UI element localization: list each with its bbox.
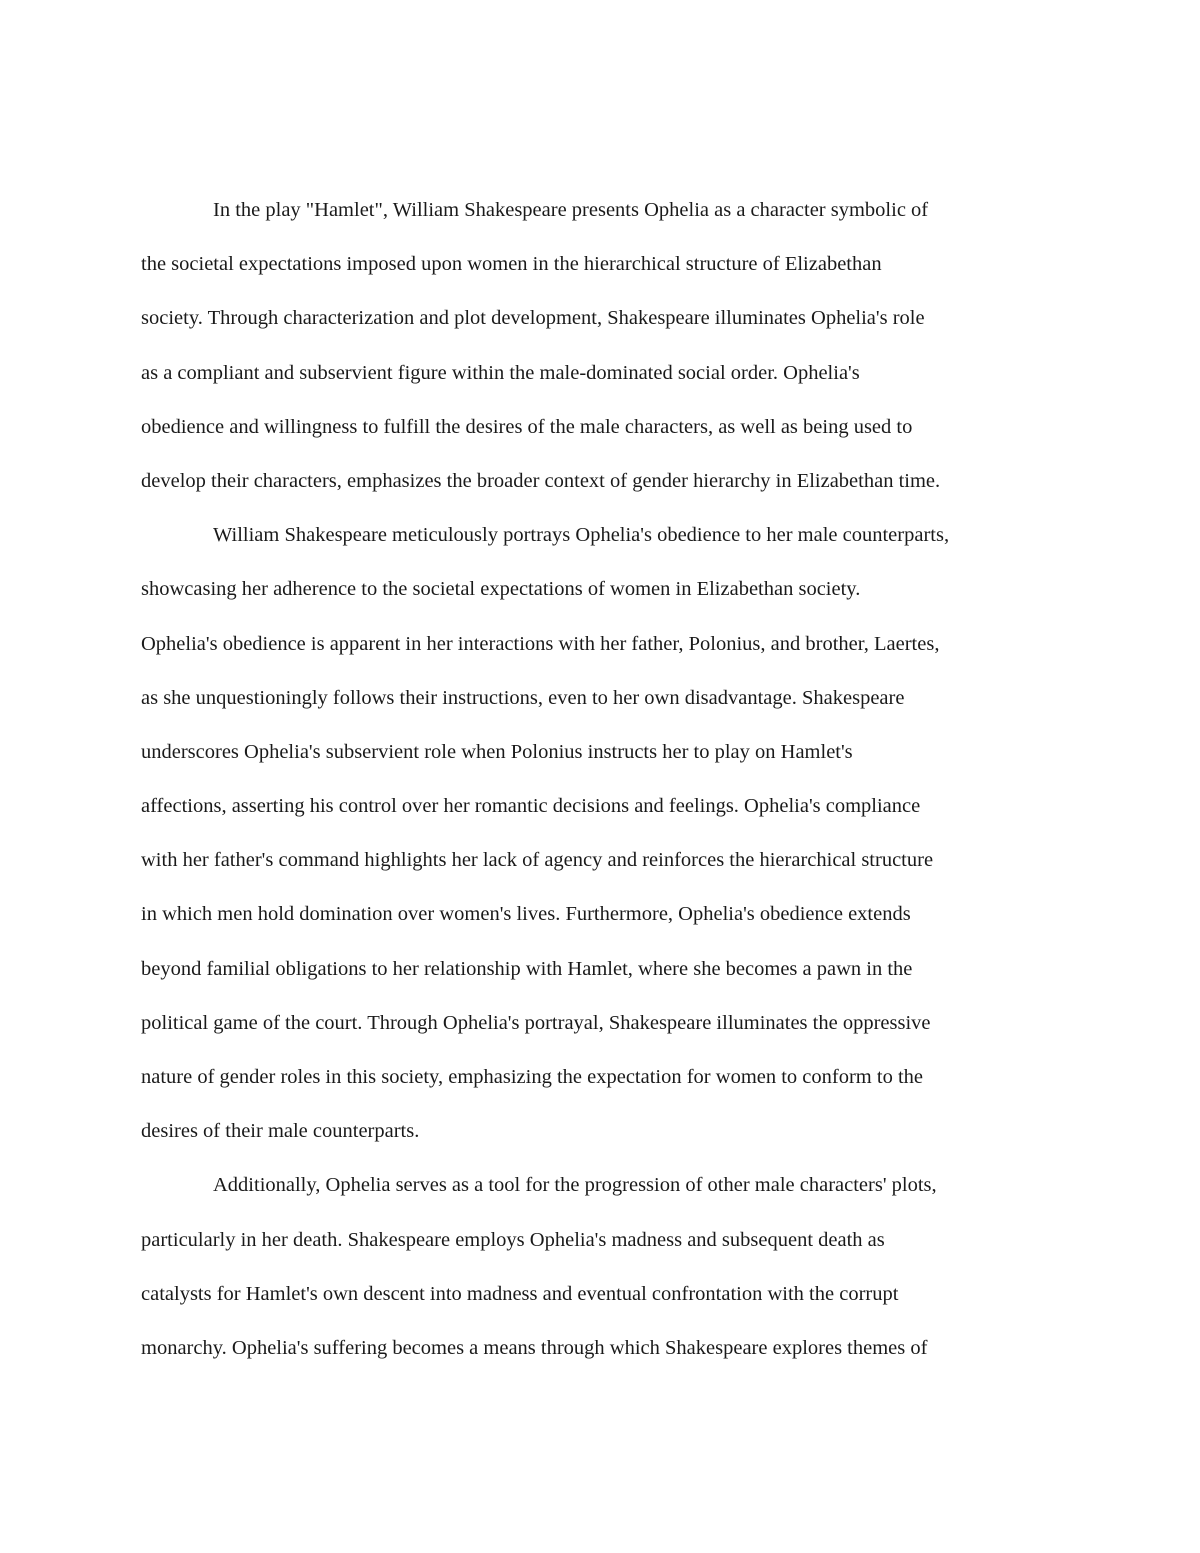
text-line: affections, asserting his control over her romantic decisions and feelings. Ophelia's compliance (141, 795, 921, 818)
text-line: catalysts for Hamlet's own descent into madness and eventual confrontation with the corrupt (141, 1282, 899, 1305)
text-line: the societal expectations imposed upon women in the hierarchical structure of Elizabethan (141, 253, 882, 276)
text-line: develop their characters, emphasizes the broader context of gender hierarchy in Elizabethan time. (141, 469, 941, 492)
text-line: showcasing her adherence to the societal expectations of women in Elizabethan society. (141, 578, 861, 601)
text-line: Ophelia's obedience is apparent in her interactions with her father, Polonius, and brother, Laertes, (141, 632, 940, 655)
text-line: obedience and willingness to fulfill the desires of the male characters, as well as being used to (141, 415, 913, 438)
text-line: underscores Ophelia's subservient role when Polonius instructs her to play on Hamlet's (141, 740, 853, 763)
text-line: beyond familial obligations to her relationship with Hamlet, where she becomes a pawn in the (141, 957, 913, 980)
text-line: with her father's command highlights her lack of agency and reinforces the hierarchical structure (141, 849, 934, 872)
text-line: political game of the court. Through Ophelia's portrayal, Shakespeare illuminates the oppressive (141, 1011, 931, 1034)
text-line: desires of their male counterparts. (141, 1120, 420, 1143)
essay-body (141, 183, 1061, 1375)
text-line: monarchy. Ophelia's suffering becomes a means through which Shakespeare explores themes of (141, 1336, 928, 1359)
paragraph-first-line: Additionally, Ophelia serves as a tool for the progression of other male characters' plots, (213, 1174, 937, 1197)
text-line: in which men hold domination over women's lives. Furthermore, Ophelia's obedience extends (141, 903, 911, 926)
text-line: as a compliant and subservient figure within the male-dominated social order. Ophelia's (141, 361, 860, 384)
text-line: particularly in her death. Shakespeare employs Ophelia's madness and subsequent death as (141, 1228, 885, 1251)
text-line: as she unquestioningly follows their instructions, even to her own disadvantage. Shakespeare (141, 686, 905, 709)
paragraph-first-line: In the play "Hamlet", William Shakespeare presents Ophelia as a character symbolic of (213, 199, 929, 221)
text-line: society. Through characterization and plot development, Shakespeare illuminates Ophelia's role (141, 307, 925, 330)
text-line: nature of gender roles in this society, emphasizing the expectation for women to conform to the (141, 1066, 923, 1088)
paragraph-first-line: William Shakespeare meticulously portrays Ophelia's obedience to her male counterparts, (213, 524, 950, 547)
